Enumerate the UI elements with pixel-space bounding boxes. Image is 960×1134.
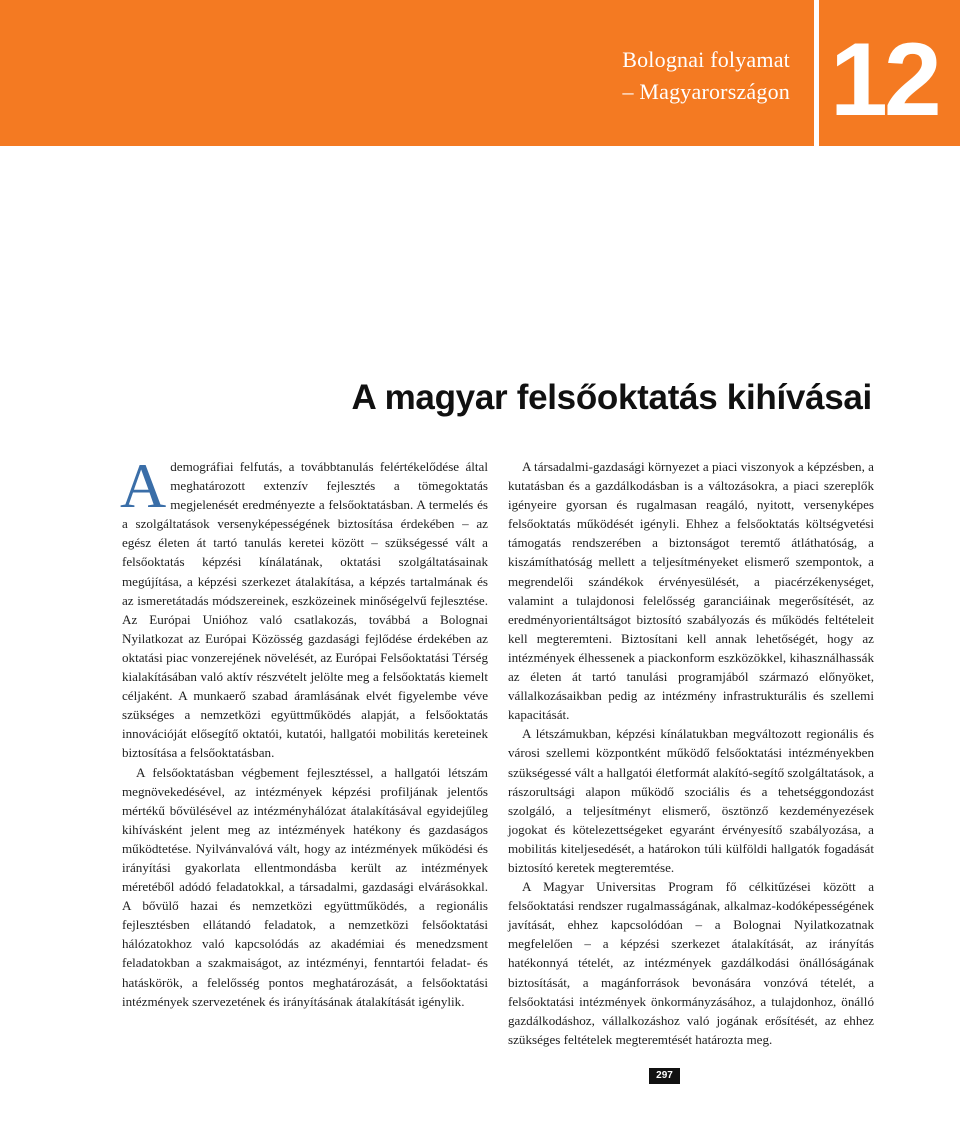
paragraph: A létszámukban, képzési kínálatukban megváltozott regionális és városi szellemi központként működő felsőoktatási intézményekben szükségessé vált a hallgatói életformát alakító-segítő szolgáltatások, a rászorultsági alapon működő szociális és a tehetséggondozást szolgáló, a teljesítményt elismerő, ösztönző kezdeményezések jogokat és kötelezettségeket egyaránt érvényesítő szabályozása, a mobilitás kiteljesedését, a határokon túli külföldi hallgatók fogadását biztosító keretek megteremtése. — [508, 726, 874, 875]
drop-cap: A — [120, 450, 167, 521]
chapter-title — [622, 44, 790, 108]
paragraph — [120, 450, 488, 763]
paragraph: A Magyar Universitas Program fő célkitűzései között a felsőoktatási rendszer rugalmasságának, alkalmaz-kodóképességének javítását, ehhez kapcsolódóan – a Bolognai Nyilatkozatnak megfelelően – a képzési szerkezet átalakítását, az irányítás hatékonnyá tételét, az intézmények gazdálkodási önállóságának biztosítását, a magánforrások bevonására vonzóvá tételét, a felsőoktatási intézmények önkormányzásához, a tulajdonhoz, önálló gazdálkodáshoz, vállalkozáshoz való jogának erősítését, az ehhez szükséges feltételek megteremtését határozta meg. — [508, 879, 874, 1047]
left-column — [120, 450, 488, 1011]
chapter-number: 12 — [830, 22, 938, 138]
paragraph-text: demográfiai felfutás, a továbbtanulás felértékelődése által meghatározott extenzív fejlesztés a tömegoktatás megjelenését eredményezte a felsőoktatásban. A termelés és a szolgáltatások versenyképességének biztosítása érdekében – az egész életen át tartó tanulás keretei között – szükségessé vált a felsőoktatás képzési kínálatának, oktatási szolgáltatásainak megújítása, a képzési szerkezet átalakítása, a képzés tartalmának és az ismeretátadás módszereinek, eszközeinek minőségelvű fejlesztése. Az Európai Unióhoz való csatlakozás, továbbá a Bolognai Nyilatkozat az Európai Közösség gazdasági fejlődése érdekében az oktatási piac vonzerejének növelését, az Európai Felsőoktatási Térség kialakításában való aktív részvételt jelölte meg a felsőoktatás kiemelt céljaként. A munkaerő szabad áramlásának elvét figyelembe véve szükséges a nemzetközi együttműködés alapját, a felsőoktatás innovációját elősegítő oktatói, kutatói, hallgatói mobilitás kereteinek biztosítása a felsőoktatásban. — [122, 459, 488, 761]
chapter-title-line-2: – Magyarországon — [622, 79, 790, 104]
right-column — [508, 457, 874, 1049]
paragraph: A felsőoktatásban végbement fejlesztéssel, a hallgatói létszám megnövekedésével, az intézmények képzési profiljának jelentős mértékű bővülésével az intézményhálózat átalakításával egyidejűleg kihívásként jelent meg az intézmények hatékony és gazdaságos működtetése. Nyilvánvalóvá vált, hogy az intézmények működési és irányítási gyakorlata ellentmondásba került az intézmények méretéből adódó feladatokkal, a társadalmi, gazdasági elvárásokkal. A bővülő hazai és nemzetközi együttműködés, a regionális fejlesztésben ellátandó feladatok, a nemzetközi felsőoktatási hálózatokhoz való kapcsolódás az akadémiai és menedzsment feladatokban a szakmaiságot, az intézményi, fenntartói feladat- és hatáskörök, a felelősség pontos meghatározását, a felsőoktatási intézmények szervezetének és irányításának átalakítását igénylik. — [122, 764, 488, 1009]
page-number: 297 — [649, 1068, 680, 1084]
chapter-title-line-1: Bolognai folyamat — [622, 47, 790, 72]
paragraph: A társadalmi-gazdasági környezet a piaci viszonyok a képzésben, a kutatásban és a gazdálkodásban is a változásokra, a piaci szereplők igényeire gyorsan és rugalmasan reagáló, nyitott, versenyképes felsőoktatás működését igényli. Ehhez a felsőoktatás költségvetési támogatás rendszerében a biztonságot teremtő átláthatóság, a kiszámíthatóság mellett a teljesítményeket elismerő szempontok, a megrendelői szándékok érvényesülését, a piacérzékenységet, valamint a tulajdonosi felelősség garanciáinak megerősítését, az eredményorientáltságot biztosító szabályozás és működés feltételeit kell megteremteni. Biztosítani kell annak lehetőségét, hogy az intézmények élhessenek a piackonform eszközökkel, kihasználhassák az életen át tartó tanulási programjából származó előnyöket, vállalkozásaikban pedig az intézmény infrastrukturális és szellemi kapacitását. — [508, 459, 874, 723]
page-title: A magyar felsőoktatás kihívásai — [351, 378, 872, 417]
header-divider — [814, 0, 819, 146]
